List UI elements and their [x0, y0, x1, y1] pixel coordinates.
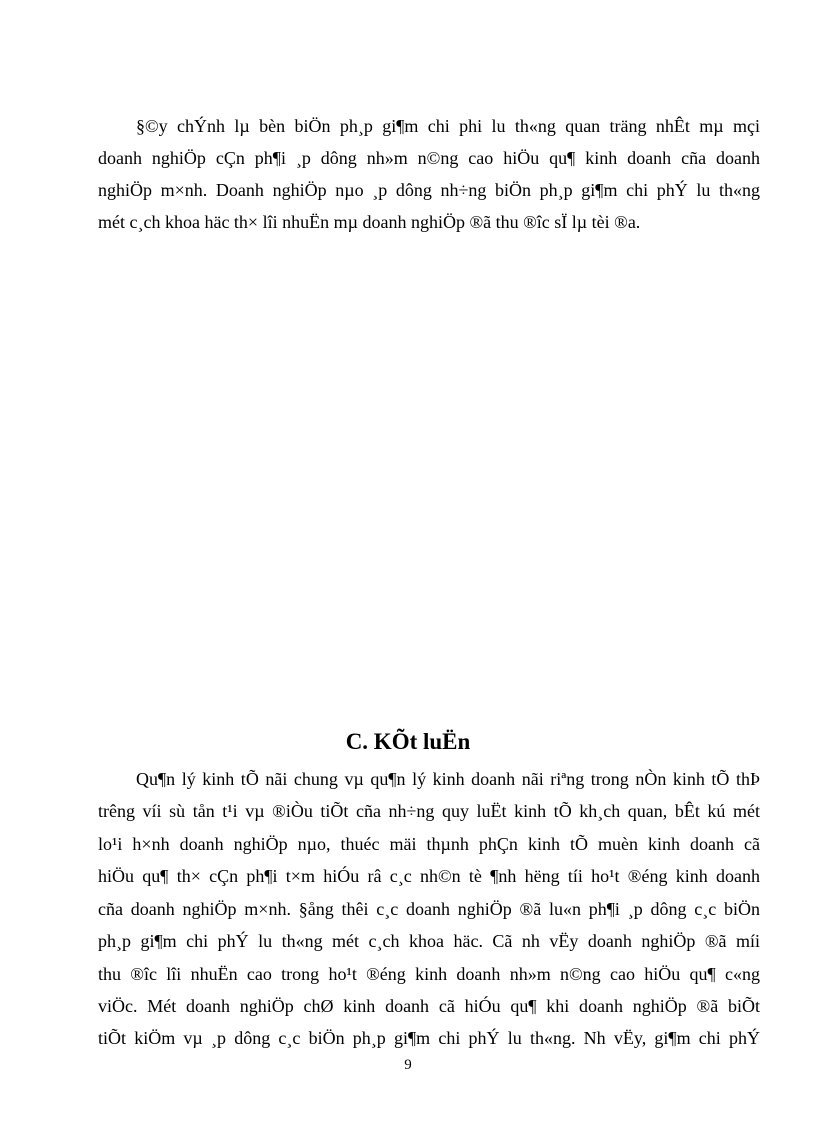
- text-line: tiÕt kiÖm vµ ¸p dông c¸c biÖn ph¸p gi¶m chi phÝ lu th«ng. Nh vËy, gi¶m chi phÝ: [98, 1028, 760, 1048]
- text-line: doanh nghiÖp cÇn ph¶i ¸p dông nh»m n©ng cao hiÖu qu¶ kinh doanh cña doanh: [98, 148, 760, 168]
- text-line: cña doanh nghiÖp m×nh. §ång thêi c¸c doanh nghiÖp ®ã lu«n ph¶i ¸p dông c¸c biÖn: [98, 899, 760, 919]
- text-line: lo¹i h×nh doanh nghiÖp nµo, thuéc mäi thµnh phÇn kinh tÕ muèn kinh doanh cã: [98, 834, 760, 854]
- text-line: mét c¸ch khoa häc th× lîi nhuËn mµ doanh nghiÖp ®ã thu ®îc sÏ lµ tèi ®a.: [98, 212, 641, 232]
- section-heading: C. KÕt luËn: [345, 729, 471, 754]
- text-line: nghiÖp m×nh. Doanh nghiÖp nµo ¸p dông nh÷ng biÖn ph¸p gi¶m chi phÝ lu th«ng: [98, 180, 760, 200]
- text-line: Qu¶n lý kinh tÕ nãi chung vµ qu¶n lý kinh doanh nãi riªng trong nÒn kinh tÕ thÞ: [136, 769, 760, 789]
- text-line: viÖc. Mét doanh nghiÖp chØ kinh doanh cã hiÓu qu¶ khi doanh nghiÖp ®ã biÕt: [98, 996, 760, 1016]
- text-line: hiÖu qu¶ th× cÇn ph¶i t×m hiÓu râ c¸c nh©n tè ¶nh hëng tíi ho¹t ®éng kinh doanh: [98, 866, 760, 886]
- text-line: §©y chÝnh lµ bèn biÖn ph¸p gi¶m chi phi lu th«ng quan träng nhÊt mµ mçi: [136, 116, 760, 136]
- text-line: ph¸p gi¶m chi phÝ lu th«ng mét c¸ch khoa häc. Cã nh vËy doanh nghiÖp ®ã míi: [98, 931, 760, 951]
- page-number: 9: [404, 1057, 412, 1073]
- text-line: trêng víi sù tån t¹i vµ ®iÒu tiÕt cña nh÷ng quy luËt kinh tÕ kh¸ch quan, bÊt kú mét: [98, 801, 760, 821]
- text-line: thu ®îc lîi nhuËn cao trong ho¹t ®éng kinh doanh nh»m n©ng cao hiÖu qu¶ c«ng: [98, 964, 760, 984]
